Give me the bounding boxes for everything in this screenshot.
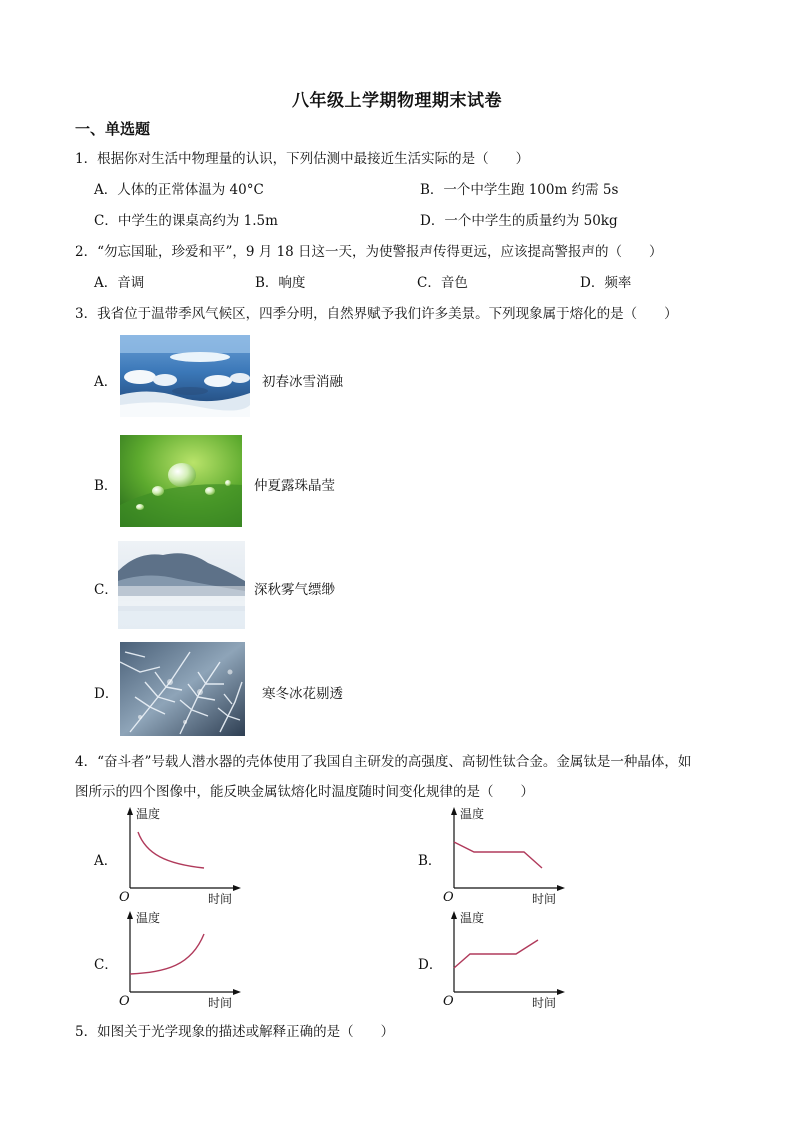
question-3-option-c-text: 深秋雾气缥缈 — [254, 582, 335, 598]
graph-d-x-arrow — [557, 989, 565, 995]
question-3-text: 3．我省位于温带季风气候区，四季分明，自然界赋予我们许多美景。下列现象属于熔化的是（ ） — [75, 306, 678, 322]
question-3-option-c-letter: C． — [94, 582, 118, 598]
question-2-option-c: C．音色 — [417, 275, 468, 291]
ice-snow-melting-image — [120, 335, 250, 417]
question-1-option-a: A．人体的正常体温为 40°C — [94, 182, 264, 198]
autumn-fog-image — [118, 541, 245, 629]
question-4-line-1: 4．“奋斗者”号载人潜水器的壳体使用了我国自主研发的高强度、高韧性钛合金。金属钛是一种晶体，如 — [75, 754, 692, 770]
graph-a-y-label: 温度 — [136, 807, 161, 821]
dewdrop-image — [120, 435, 242, 527]
graph-d-y-arrow — [451, 911, 457, 919]
graph-d — [440, 908, 570, 1010]
question-4-line-2: 图所示的四个图像中，能反映金属钛熔化时温度随时间变化规律的是（ ） — [75, 784, 534, 800]
question-2-option-a: A．音调 — [94, 275, 145, 291]
question-4-option-a-letter: A． — [94, 853, 118, 869]
question-3-option-b-letter: B． — [94, 478, 118, 494]
graph-a-x-label: 时间 — [208, 892, 233, 906]
graph-b — [440, 804, 570, 906]
graph-c-x-label: 时间 — [208, 996, 233, 1010]
question-1-text: 1．根据你对生活中物理量的认识，下列估测中最接近生活实际的是（ ） — [75, 151, 530, 167]
graph-c-origin: O — [119, 994, 130, 1009]
question-2-text: 2．“勿忘国耻，珍爱和平”，9 月 18 日这一天，为使警报声传得更远，应该提高警报声的（ ） — [75, 244, 663, 260]
question-1-option-d: D．一个中学生的质量约为 50kg — [420, 213, 618, 229]
question-4-option-b-letter: B． — [418, 853, 442, 869]
graph-b-curve — [454, 842, 542, 868]
question-3-option-d-text: 寒冬冰花剔透 — [262, 686, 343, 702]
question-2-option-d: D．频率 — [580, 275, 632, 291]
graph-d-origin: O — [443, 994, 454, 1009]
question-3-option-a-text: 初春冰雪消融 — [262, 374, 343, 390]
graph-b-x-label: 时间 — [532, 892, 557, 906]
graph-d-y-label: 温度 — [460, 911, 485, 925]
graph-c-x-arrow — [233, 989, 241, 995]
question-3-option-d-letter: D． — [94, 686, 119, 702]
graph-b-origin: O — [443, 890, 454, 905]
graph-d-x-label: 时间 — [532, 996, 557, 1010]
question-3-option-b-text: 仲夏露珠晶莹 — [254, 478, 335, 494]
question-5-text: 5．如图关于光学现象的描述或解释正确的是（ ） — [75, 1024, 395, 1040]
graph-a-origin: O — [119, 890, 130, 905]
graph-a-curve — [138, 832, 204, 868]
page-title: 八年级上学期物理期末试卷 — [292, 91, 502, 111]
graph-c-y-label: 温度 — [136, 911, 161, 925]
graph-c-curve — [130, 934, 204, 974]
question-2-option-b: B．响度 — [255, 275, 306, 291]
graph-b-y-arrow — [451, 807, 457, 815]
graph-a — [116, 804, 246, 906]
question-4-option-d-letter: D． — [418, 957, 443, 973]
frost-flower-image — [120, 642, 245, 736]
question-4-option-c-letter: C． — [94, 957, 118, 973]
question-1-option-b: B．一个中学生跑 100m 约需 5s — [420, 182, 619, 198]
section-heading: 一、单选题 — [75, 120, 151, 138]
question-3-option-a-letter: A． — [94, 374, 118, 390]
graph-b-x-arrow — [557, 885, 565, 891]
graph-b-y-label: 温度 — [460, 807, 485, 821]
graph-c — [116, 908, 246, 1010]
graph-c-y-arrow — [127, 911, 133, 919]
graph-a-x-arrow — [233, 885, 241, 891]
question-1-option-c: C．中学生的课桌高约为 1.5m — [94, 213, 278, 229]
graph-a-y-arrow — [127, 807, 133, 815]
graph-d-curve — [454, 940, 538, 968]
